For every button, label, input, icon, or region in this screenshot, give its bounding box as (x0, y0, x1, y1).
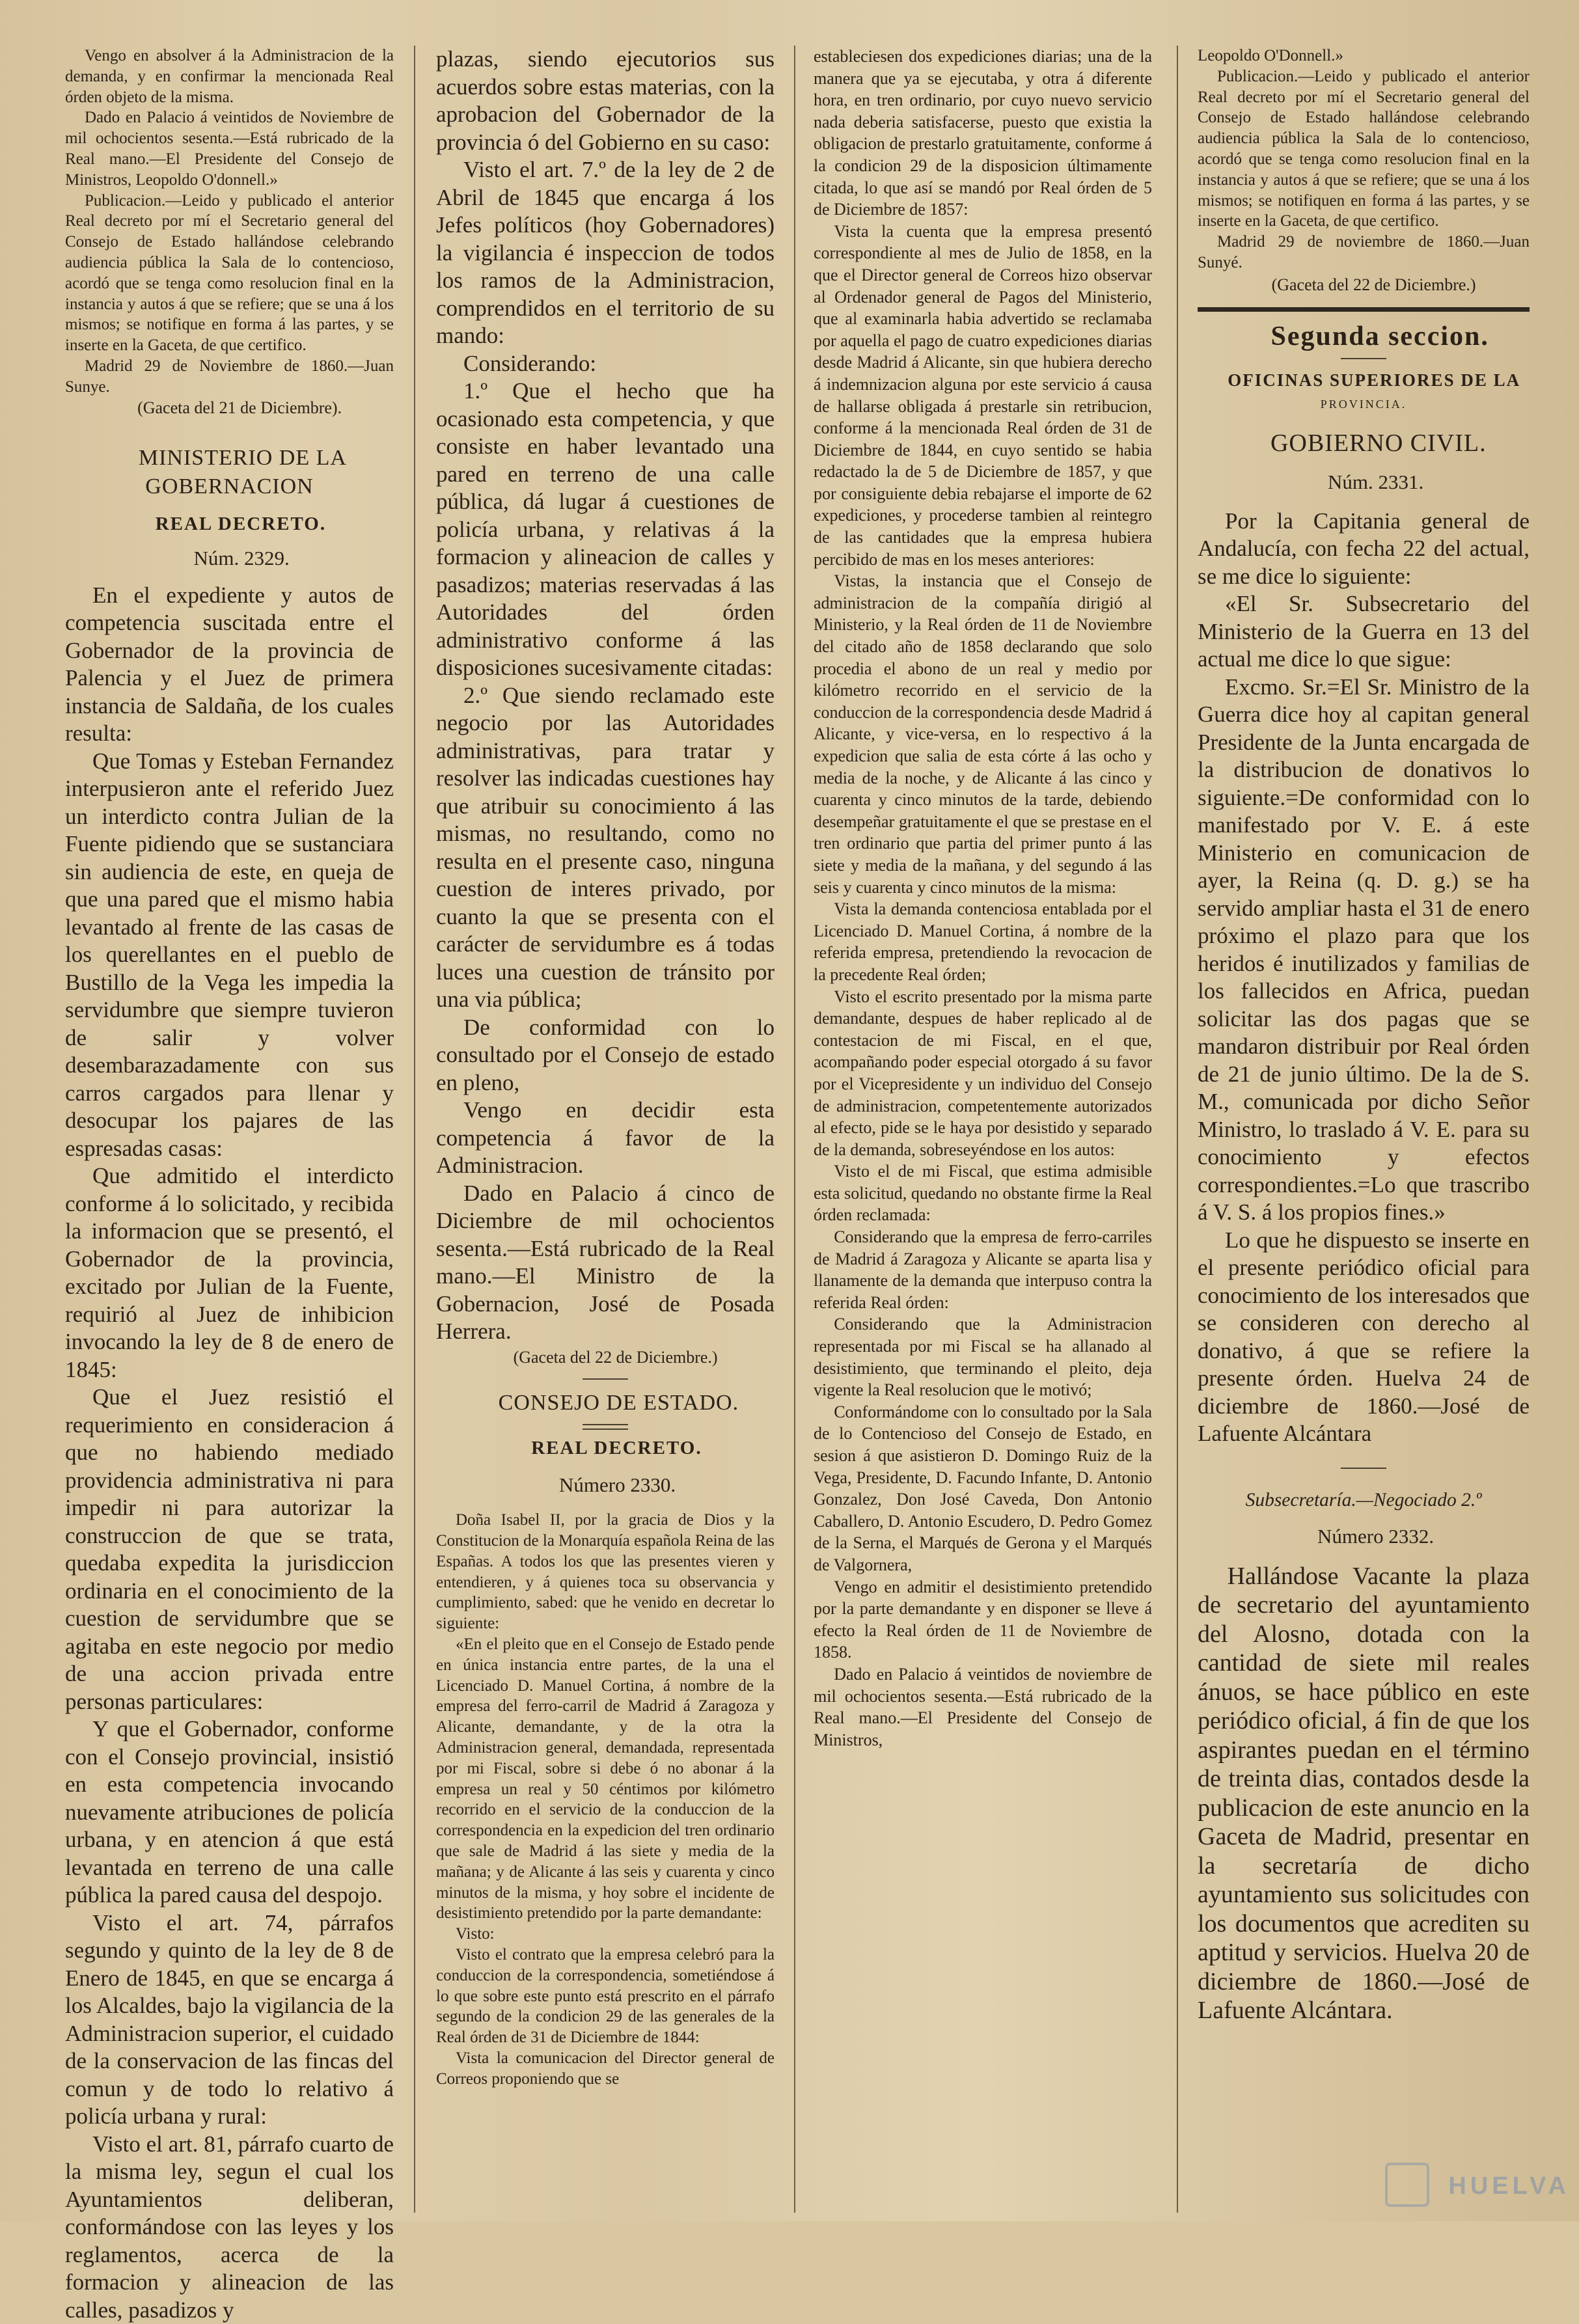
paragraph: Que el Juez resistió el requerimiento en consideracion á que no habiendo mediado providencia administrativa ni para impedir ni para autorizar la construccion de que se trata, quedaba expedita la jurisdiccion ordinaria en el conocimiento de la cuestion de servidumbre que se agitaba en este negocio por medio de una accion privada entre personas particulares: (65, 1384, 394, 1714)
section-heading: MINISTERIO DE LA GOBERNACION (138, 446, 347, 499)
paragraph: Publicacion.—Leido y publicado el anterior Real decreto por mí el Secretario general del Consejo de Estado hallándose celebrando audiencia pública la Sala de lo contencioso, acordó que se tenga como resolucion final en la instancia y autos á que se refiere; que se una á los mismos; se notifiquen en forma á las partes, y se inserte en la Gaceta, de que certifico. (1198, 67, 1530, 230)
paragraph: Excmo. Sr.=El Sr. Ministro de la Guerra dice hoy al capitan general Presidente de la Junta encargada de la distribucion de donativos lo siguiente.=De conformidad con lo manifestado por V. E. á este Ministerio en comunicacion de ayer, la Reina (q. D. g.) se ha servido ampliar hasta el 31 de enero próximo el plazo para que los heridos é inutilizados y familias de los fallecidos en Africa, puedan solicitar las dos pagas que se mandaron distribuir por Real órden de 21 de junio último. De la de S. M., comunicada por dicho Señor Ministro, lo traslado á V. E. para su conocimiento y efectos correspondientes.=Lo que trascribo á V. S. á los propios fines.» (1198, 674, 1530, 1225)
gazette-reference: (Gaceta del 22 de Diciembre.) (513, 1347, 718, 1367)
paragraph: Hallándose Vacante la plaza de secretario del ayuntamiento del Alosno, dotada con la cantidad de siete mil reales ánuos, se hace público en este periódico oficial, á fin de que los aspirantes puedan en el término de treinta dias, contados desde la publicacion de este anuncio en la Gaceta de Madrid, presentar en la secretaría de dicho ayuntamiento sus solicitudes con los documentos que acrediten su aptitud y servicios. Huelva 20 de diciembre de 1860.—José de Lafuente Alcántara. (1198, 1562, 1530, 2025)
paragraph: Dado en Palacio á veintidos de noviembre de mil ochocientos sesenta.—Está rubricado de la Real mano.—El Presidente del Consejo de Ministros, (814, 1664, 1152, 1749)
paragraph: «El Sr. Subsecretario del Ministerio de la Guerra en 13 del actual me dice lo que sigue: (1198, 591, 1530, 672)
paragraph: Lo que he dispuesto se inserte en el presente periódico oficial para conocimiento de los interesados que se consideren con derecho al donativo, á que se refiere la presente órden. Huelva 24 de diciembre de 1860.—José de Lafuente Alcántara (1198, 1227, 1530, 1447)
decree-number: Número 2330. (559, 1473, 676, 1496)
column-4 (1198, 46, 1530, 2213)
paragraph: Y que el Gobernador, conforme con el Consejo provincial, insistió en esta competencia invocando nuevamente atribuciones de policía urbana, y en atencion á que está levantada en terreno de una calle pública la pared causa del despojo. (65, 1716, 394, 1908)
paragraph: Visto el art. 81, párrafo cuarto de la misma ley, segun el cual los Ayuntamientos deliberan, conformándose con las leyes y los reglamentos, acerca de la formacion y alineacion de las calles, pasadizos y (65, 2131, 394, 2323)
paragraph: Dado en Palacio á cinco de Diciembre de mil ochocientos sesenta.—Está rubricado de la Real mano.—El Ministro de la Gobernacion, José de Posada Herrera. (436, 1180, 775, 1344)
paragraph: Vista la demanda contenciosa entablada por el Licenciado D. Manuel Cortina, á nombre de la referida empresa, pretendiendo la revocacion de la precedente Real órden; (814, 899, 1152, 984)
gazette-reference: (Gaceta del 21 de Diciembre). (137, 398, 342, 417)
paragraph: Considerando que la empresa de ferro-carriles de Madrid á Zaragoza y Alicante se aparta lisa y llanamente de la demanda que interpuso contra la referida Real órden: (814, 1227, 1152, 1312)
column-rule (1177, 46, 1178, 2213)
paragraph: Madrid 29 de Noviembre de 1860.—Juan Sunye. (65, 357, 394, 396)
paragraph: Por la Capitania general de Andalucía, con fecha 22 del actual, se me dice lo siguiente: (1198, 508, 1530, 589)
paragraph: Que Tomas y Esteban Fernandez interpusieron ante el referido Juez un interdicto contra Julian de la Fuente pidiendo que se sustanciara sin audiencia de este, en queja de que una pared que el mismo habia levantado al frente de las casas de los querellantes en el pueblo de Bustillo de la Vega les impedia la servidumbre que siempre tuvieron de salir y volver desembarazadamente con sus carros cargados para llenar y desocupar los pajares de las espresadas casas: (65, 748, 394, 1161)
archive-stamp: HUELVA (1448, 2172, 1570, 2200)
paragraph: Madrid 29 de noviembre de 1860.—Juan Sunyé. (1198, 233, 1530, 271)
paragraph: Vengo en absolver á la Administracion de la demanda, y en confirmar la mencionada Real órden objeto de la misma. (65, 47, 394, 106)
paragraph: Que admitido el interdicto conforme á lo solicitado, y recibida la informacion que se presentó, el Gobernador de la provincia, excitado por Julian de la Fuente, requirió al Juez de inhibicion invocando la ley de 8 de enero de 1845: (65, 1163, 394, 1382)
paragraph: Visto el art. 7.º de la ley de 2 de Abril de 1845 que encarga á los Jefes políticos (hoy Gobernadores) la vigilancia é inspeccion de todos los ramos de la Administracion, comprendidos en el territorio de su mando: (436, 157, 775, 348)
paragraph: En el expediente y autos de competencia suscitada entre el Gobernador de la provincia de Palencia y el Juez de primera instancia de Saldaña, de los cuales resulta: (65, 582, 394, 746)
paragraph: Publicacion.—Leido y publicado el anterior Real decreto por mí el Secretario general del Consejo de Estado hallándose celebrando audiencia pública la Sala de lo contencioso, acordó que se tenga como resolucion final en la instancia y autos á que se refiere; que se una á los mismos; se notifique en forma á las partes, y se inserte en la Gaceta, de que certifico. (65, 191, 394, 355)
paragraph: 2.º Que siendo reclamado este negocio por las Autoridades administrativas, para tratar y resolver las indicadas cuestiones hay que atribuir su conocimiento á las mismas, no resultando, como no resulta en el presente caso, ninguna cuestion de interes privado, por cuanto la que se presenta con el carácter de servidumbre es á todas luces una cuestion de tránsito por una via pública; (436, 682, 775, 1012)
paragraph: Considerando que la Administracion representada por mi Fiscal se ha allanado al desistimiento, que terminando el pleito, deja vigente la Real resolucion que le motivó; (814, 1315, 1152, 1400)
paragraph: Vista la comunicacion del Director general de Correos proponiendo que se (436, 2049, 775, 2088)
paragraph: estableciesen dos expediciones diarias; una de la manera que ya se ejecutaba, y otra á diferente hora, en tren ordinario, por cuyo nuevo servicio nada deberia satisfacerse, puesto que existia la obligacion de prestarlo gratuitamente, conforme á la condicion 29 de la disposicion últimamente citada, lo que así se mandó por Real órden de 5 de Diciembre de 1857: (814, 47, 1152, 219)
paragraph: Vista la cuenta que la empresa presentó correspondiente al mes de Julio de 1858, en la que el Director general de Correos hizo observar al Ordenador general de Pagos del Ministerio, que al examinarla habia advertido se reclamaba por aquella el pago de cuatro expediciones diarias desde Madrid á Alicante, sin que hubiera derecho á indemnizacion alguna por este servicio á causa de hallarse obligada á prestarle sin retribucion, conforme á la mencionada Real órden de 31 de Diciembre de 1844, en cuyo sentido se habia redactado la de 5 de Diciembre de 1857, y que por consiguiente debia rebajarse el importe de 62 expediciones, y procederse tambien al reintegro de las cantidades que la empresa hubiera percibido de mas en los meses anteriores: (814, 221, 1152, 569)
paragraph: Leopoldo O'Donnell.» (1198, 47, 1343, 64)
paragraph: Vengo en decidir esta competencia á favor de la Administracion. (436, 1097, 775, 1178)
column-1 (65, 46, 394, 2323)
decree-title: REAL DECRETO. (155, 513, 327, 535)
paragraph: 1.º Que el hecho que ha ocasionado esta competencia, y que consiste en haber levantado una pared en terreno de una calle pública, dá lugar á cuestiones de policía urbana, y relativas á la formacion y alineacion de calles y pasadizos; materias reservadas á las Autoridades del órden administrativo conforme á las disposiciones sucesivamente citadas: (436, 378, 775, 680)
decree-number: Número 2332. (1317, 1525, 1435, 1548)
government-heading: GOBIERNO CIVIL. (1270, 430, 1487, 458)
paragraph: Considerando: (463, 350, 597, 376)
section-divider (1198, 307, 1530, 312)
paragraph: «En el pleito que en el Consejo de Estado pende en única instancia entre partes, de la una el Licenciado D. Manuel Cortina, á nombre de la empresa del ferro-carril de Madrid á Zaragoza y Alicante, demandante, y de la otra la Administracion general, demandada, representada por mi Fiscal, sobre si debe ó no abonar á la empresa un real y 50 céntimos por kilómetro recorrido en el servicio de la conduccion de la correspondencia en la expedicion del tren ordinario que sale de Madrid á las siete y media de la mañana; y de Alicante á las seis y cuarenta y cinco minutos de la misma, y hoy sobre el incidente de desistimiento pretendido por la parte demandante: (436, 1635, 775, 1922)
paragraph: Vistas, la instancia que el Consejo de administracion de la compañía dirigió al Ministerio, y la Real órden de 11 de Noviembre del citado año de 1858 declarando que solo procedia el abono de un real y medio por kilómetro recorrido en el servicio de la conduccion de la correspondencia desde Madrid á Alicante, y vice-versa, en lo respectivo á la expedicion que salia de esta córte á las ocho y media de la noche, y de Alicante á las cinco y cuarenta y cinco minutos de la tarde, debiendo desempeñar gratuitamente el que se prestase en el tren ordinario que partia del primer punto á las siete y media de la mañana, y del segundo á las seis y cuarenta y cinco minutos de la misma: (814, 571, 1152, 897)
offices-subheading: PROVINCIA. (1320, 397, 1407, 411)
paragraph: Vengo en admitir el desistimiento pretendido por la parte demandante y en disponer se lleve á efecto la Real órden de 11 de Noviembre de 1858. (814, 1577, 1152, 1662)
column-3 (814, 46, 1152, 2213)
section-heading: CONSEJO DE ESTADO. (498, 1391, 739, 1415)
paragraph: De conformidad con lo consultado por el Consejo de estado en pleno, (436, 1014, 775, 1095)
paragraph: Visto el escrito presentado por la misma parte demandante, despues de haber replicado al de contestacion de mi Fiscal, en el que, acompañando poder especial otorgado á su favor por el Vicepresidente y un individuo del Consejo de administracion, competentemente autorizados al efecto, pide se le haya por desistido y separado de la demanda, sobreseyéndose en los autos: (814, 987, 1152, 1159)
paragraph: Visto el de mi Fiscal, que estima admisible esta solicitud, quedando no obstante firme la Real órden reclamada: (814, 1162, 1152, 1225)
decree-number: Núm. 2329. (193, 547, 290, 570)
decree-number: Núm. 2331. (1327, 471, 1424, 494)
decree-title: REAL DECRETO. (531, 1438, 702, 1459)
column-2 (436, 46, 775, 2213)
office-reference: Subsecretaría.—Negociado 2.º (1245, 1489, 1482, 1511)
paragraph: plazas, siendo ejecutorios sus acuerdos sobre estas materias, con la aprobacion del Gobernador de la provincia ó del Gobierno en su caso: (436, 46, 775, 155)
gazette-reference: (Gaceta del 22 de Diciembre.) (1271, 275, 1476, 294)
paragraph: Conformándome con lo consultado por la Sala de lo Contencioso del Consejo de Estado, en sesion á que asistieron D. Domingo Ruiz de la Vega, Presidente, D. Facundo Infante, D. Antonio Gonzalez, Don José Caveda, Don Antonio Caballero, D. Antonio Escudero, D. Pedro Gomez de la Serna, el Marqués de Gerona y el Marqués de Valgornera, (814, 1402, 1152, 1574)
paragraph: Visto el art. 74, párrafos segundo y quinto de la ley de 8 de Enero de 1845, en que se encarga á los Alcaldes, bajo la vigilancia de la Administracion superior, el cuidado de la conservacion de las fincas del comun y de todo lo relativo á policía urbana y rural: (65, 1909, 394, 2129)
offices-heading: OFICINAS SUPERIORES DE LA (1228, 370, 1521, 390)
paragraph: Doña Isabel II, por la gracia de Dios y la Constitucion de la Monarquía española Reina de las Españas. A todos los que las presentes vieren y entendieren, y á quienes toca su observancia y cumplimiento, sabed: que he venido en decretar lo siguiente: (436, 1511, 775, 1633)
paragraph: Visto: (456, 1925, 495, 1943)
column-rule (794, 46, 795, 2213)
section-title: Segunda seccion. (1270, 321, 1489, 352)
paragraph: Dado en Palacio á veintidos de Noviembre de mil ochocientos sesenta.—Está rubricado de la Real mano.—El Presidente del Consejo de Ministros, Leopoldo O'donnell.» (65, 109, 394, 189)
paragraph: Visto el contrato que la empresa celebró para la conduccion de la correspondencia, sometiéndose á lo que sobre este punto está prescrito en el párrafo segundo de la condicion 29 de las generales de la Real órden de 31 de Diciembre de 1844: (436, 1946, 775, 2047)
column-rule (414, 46, 415, 2213)
